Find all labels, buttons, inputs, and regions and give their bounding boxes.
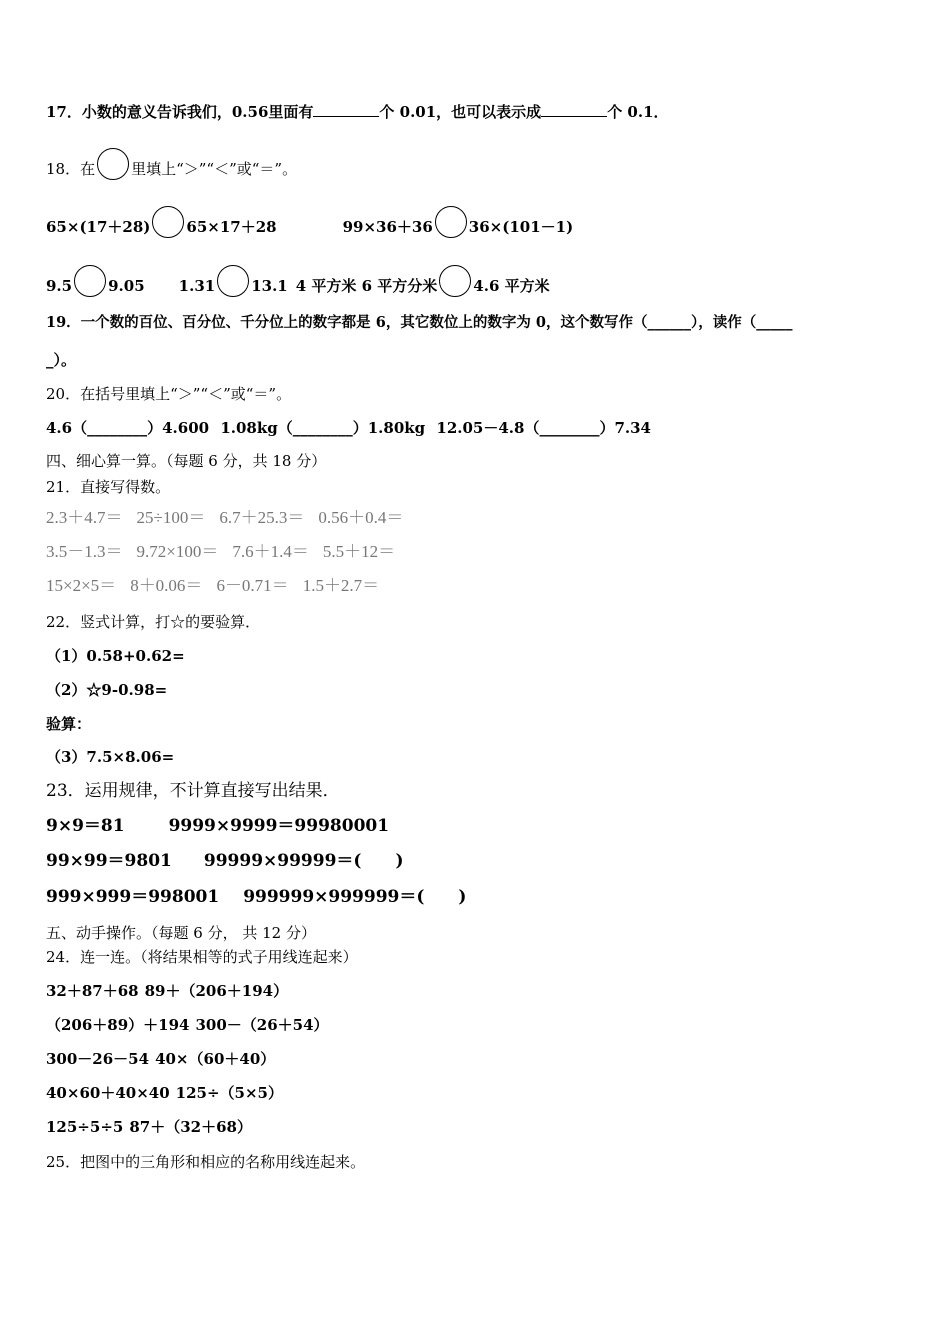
q18-row-1 (46, 206, 573, 238)
q24-left: 40×60＋40×40 (46, 1084, 170, 1102)
q18-r2c-left: 4 平方米 6 平方分米 (295, 277, 438, 295)
q24-left: 300－26－54 (46, 1050, 150, 1068)
q22-part-3: （3）7.5×8.06= (46, 748, 175, 766)
q21-cell: 0.56＋0.4＝ (318, 508, 404, 527)
q18-r2a-left: 9.5 (46, 277, 73, 295)
q24-right: 87＋（32＋68） (129, 1118, 252, 1136)
q23-title: 23．运用规律，不计算直接写出结果． (46, 781, 340, 801)
q17-blank-2[interactable] (541, 102, 607, 117)
q23-right: 9999×9999＝99980001 (168, 816, 390, 836)
q18-row-2 (46, 265, 550, 297)
q25-title: 25．把图中的三角形和相应的名称用线连起来。 (46, 1153, 366, 1171)
q17-text-3: 个 0.1． (607, 103, 669, 121)
q21-cell: 1.5＋2.7＝ (302, 576, 380, 595)
q19-line-2: _）。 (46, 351, 77, 369)
q18-title-a: 18．在 (46, 160, 96, 178)
q21-cell: 7.6＋1.4＝ (232, 542, 309, 561)
q19-line-1: 19．一个数的百位、百分位、千分位上的数字都是 6，其它数位上的数字为 0，这个数写作（______），读作（_____ (46, 314, 793, 331)
q24-row (46, 1015, 335, 1035)
q24-right: 300－（26＋54） (195, 1016, 329, 1034)
q18-r1a-left: 65×(17＋28) (46, 218, 151, 236)
q23-left: 9×9＝81 (46, 816, 125, 836)
q20-item-3: 12.05－4.8（________）7.34 (436, 419, 651, 437)
q17-blank-1[interactable] (313, 102, 379, 117)
q21-cell: 5.5＋12＝ (322, 542, 396, 561)
q21-row-3 (46, 576, 393, 596)
q20-item-1: 4.6（________）4.600 (46, 419, 210, 437)
q24-row (46, 1117, 258, 1137)
compare-circle (97, 148, 129, 180)
q21-cell: 2.3＋4.7＝ (46, 508, 123, 527)
q23-row-1 (46, 816, 389, 836)
q21-title: 21．直接写得数。 (46, 478, 171, 496)
q24-title: 24．连一连。（将结果相等的式子用线连起来） (46, 948, 358, 966)
q21-cell: 3.5－1.3＝ (46, 542, 123, 561)
q22-check-label: 验算： (46, 715, 92, 733)
section-5-heading: 五、动手操作。（每题 6 分， 共 12 分） (46, 924, 316, 942)
q21-row-2 (46, 542, 409, 562)
q18-circle-3[interactable] (74, 265, 106, 297)
q23-right: 99999×99999＝( ) (203, 851, 404, 871)
q20-item-2: 1.08kg（________）1.80kg (220, 419, 426, 437)
q21-row-1 (46, 508, 417, 528)
q18-r1b-right: 36×(101－1) (468, 218, 574, 236)
q18-circle-5[interactable] (439, 265, 471, 297)
q20-title: 20．在括号里填上“＞”“＜”或“＝”。 (46, 385, 292, 403)
q17-text-1: 17．小数的意义告诉我们，0.56里面有 (46, 103, 314, 121)
q24-row (46, 1083, 289, 1103)
q21-cell: 6.7＋25.3＝ (219, 508, 305, 527)
q17-text-2: 个 0.01，也可以表示成 (379, 103, 542, 121)
q23-row-2 (46, 851, 404, 871)
q18-r2a-right: 9.05 (108, 277, 145, 295)
q22-part-1: （1）0.58+0.62= (46, 647, 185, 665)
q23-left: 99×99＝9801 (46, 851, 172, 871)
question-18-title (46, 148, 297, 180)
question-17 (46, 102, 669, 122)
q18-circle-4[interactable] (217, 265, 249, 297)
q18-r1a-right: 65×17＋28 (186, 218, 277, 236)
q24-left: （206＋89）＋194 (46, 1016, 190, 1034)
q18-title-b: 里填上“＞”“＜”或“＝”。 (131, 160, 298, 178)
q24-right: 40×（60＋40） (155, 1050, 276, 1068)
q18-r2c-right: 4.6 平方米 (473, 277, 550, 295)
q23-left: 999×999＝998001 (46, 887, 220, 907)
q18-r2b-left: 1.31 (178, 277, 216, 295)
q21-cell: 9.72×100＝ (136, 542, 219, 561)
q21-cell: 6－0.71＝ (216, 576, 289, 595)
q21-cell: 8＋0.06＝ (130, 576, 203, 595)
q18-circle-2[interactable] (435, 206, 467, 238)
section-4-heading: 四、细心算一算。（每题 6 分，共 18 分） (46, 452, 327, 470)
q18-circle-1[interactable] (152, 206, 184, 238)
q24-left: 32＋87＋68 (46, 982, 139, 1000)
q22-title: 22．竖式计算，打☆的要验算． (46, 613, 261, 631)
q18-r2b-right: 13.1 (251, 277, 288, 295)
q24-left: 125÷5÷5 (46, 1118, 124, 1136)
q24-right: 125÷（5×5） (175, 1084, 283, 1102)
q24-row (46, 1049, 281, 1069)
q24-right: 89＋（206＋194） (144, 982, 289, 1000)
q23-right: 999999×999999＝( ) (243, 887, 467, 907)
q21-cell: 15×2×5＝ (46, 576, 117, 595)
q20-items (46, 418, 657, 438)
q18-r1b-left: 99×36＋36 (342, 218, 433, 236)
q23-row-3 (46, 887, 466, 907)
q21-cell: 25÷100＝ (136, 508, 206, 527)
q24-row (46, 981, 294, 1001)
q22-part-2: （2）☆9-0.98= (46, 681, 168, 699)
